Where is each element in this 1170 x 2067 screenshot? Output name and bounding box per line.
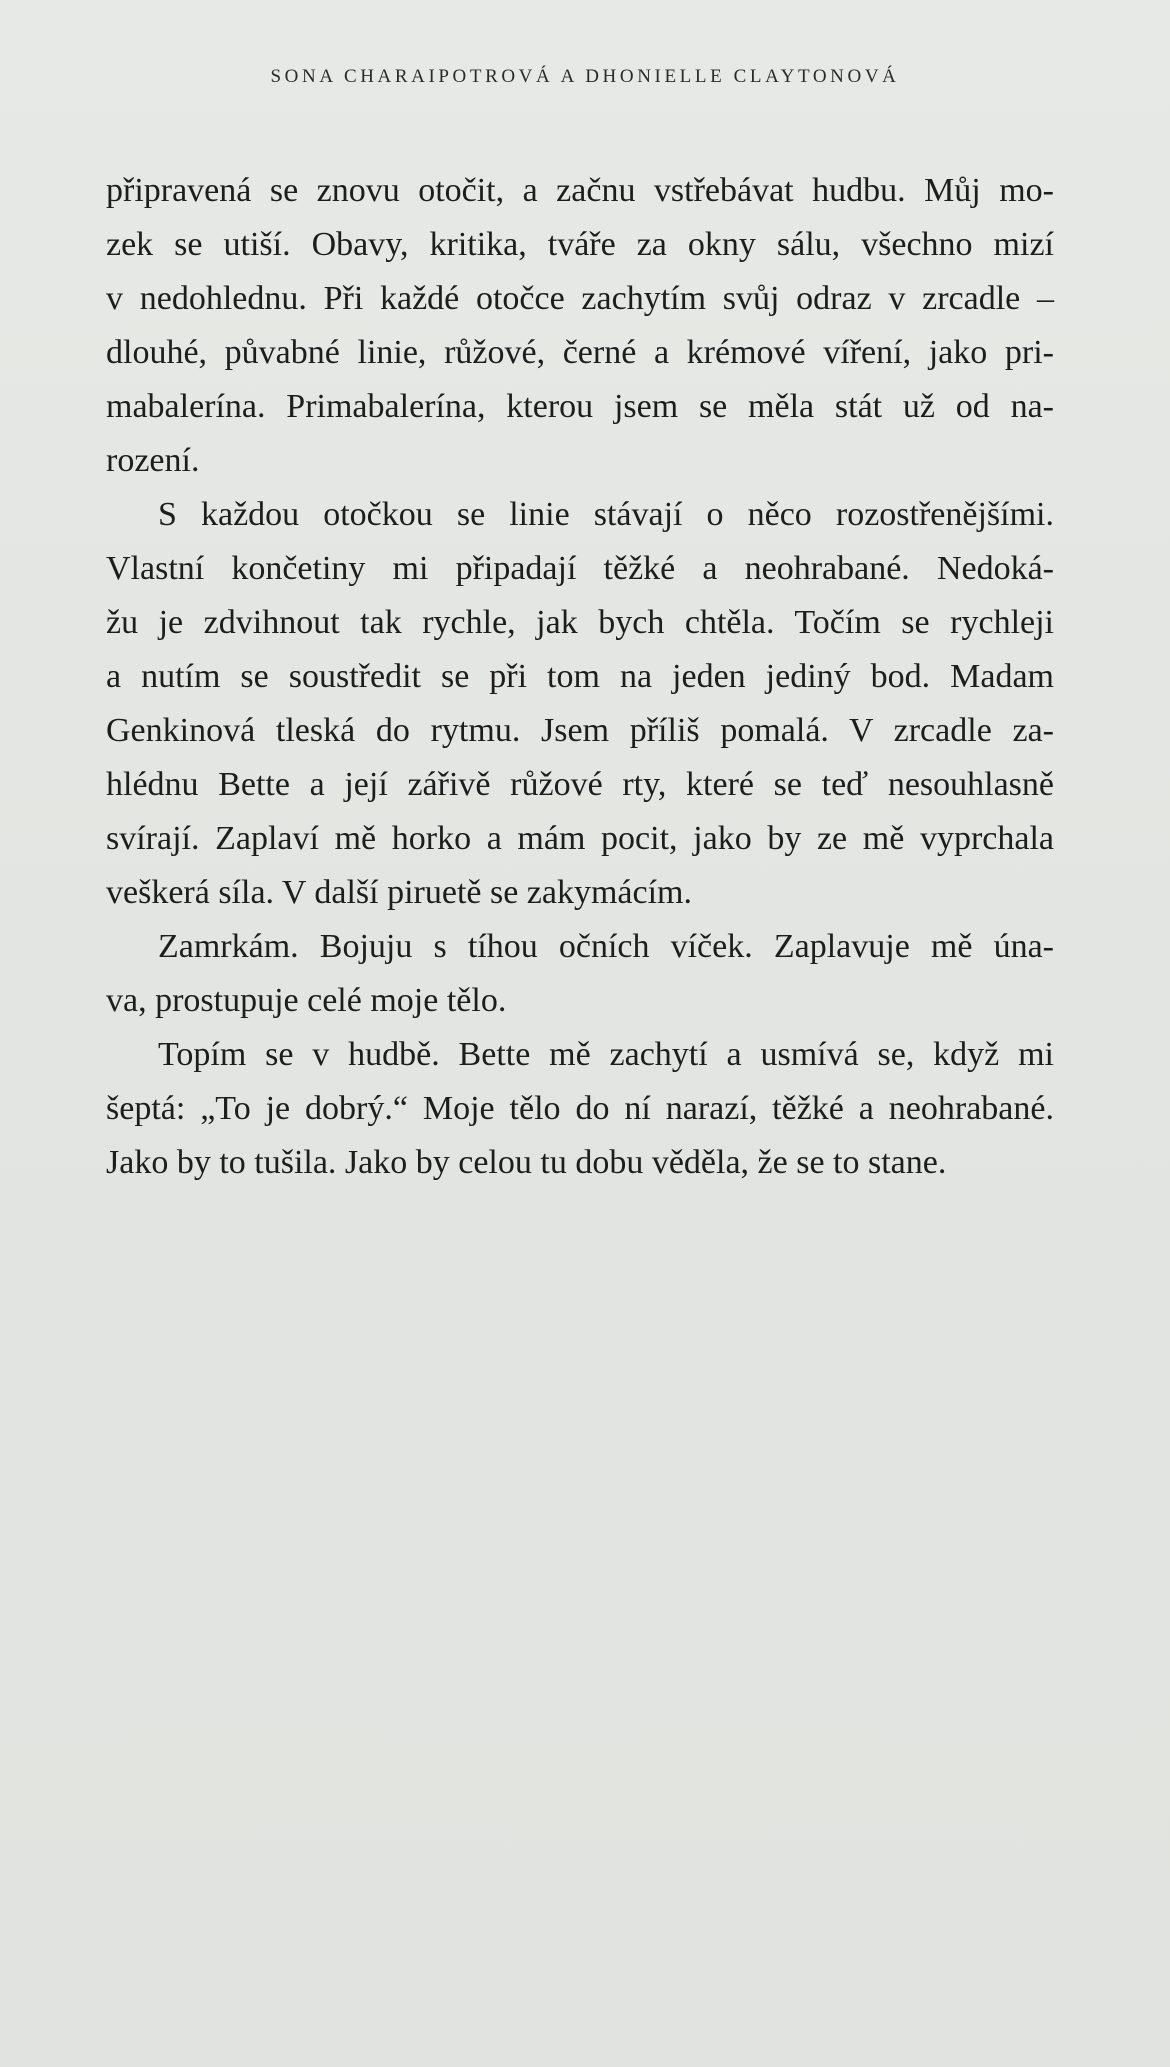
text-line: va, prostupuje celé moje tělo.	[106, 982, 507, 1019]
paragraph-4	[106, 1028, 1054, 1190]
text-line: mabalerína. Primabalerína, kterou jsem se měla stát už od na-	[106, 388, 1054, 425]
text-line: žu je zdvihnout tak rychle, jak bych chtěla. Točím se rychleji	[106, 604, 1054, 641]
text-line: Vlastní končetiny mi připadají těžké a neohrabané. Nedoká-	[106, 550, 1054, 587]
text-line: a nutím se soustředit se při tom na jeden jediný bod. Madam	[106, 658, 1054, 695]
text-line: rození.	[106, 442, 200, 479]
text-line: S každou otočkou se linie stávají o něco rozostřenějšími.	[158, 496, 1054, 533]
text-line: svírají. Zaplaví mě horko a mám pocit, jako by ze mě vyprchala	[106, 820, 1054, 857]
text-line: připravená se znovu otočit, a začnu vstřebávat hudbu. Můj mo-	[106, 172, 1054, 209]
text-line: Topím se v hudbě. Bette mě zachytí a usmívá se, když mi	[158, 1036, 1054, 1073]
text-line: šeptá: „To je dobrý.“ Moje tělo do ní narazí, těžké a neohrabané.	[106, 1090, 1054, 1127]
paragraph-2	[106, 488, 1054, 920]
running-head: SONA CHARAIPOTROVÁ A DHONIELLE CLAYTONOVÁ	[270, 66, 900, 87]
text-line: zek se utiší. Obavy, kritika, tváře za okny sálu, všechno mizí	[106, 226, 1054, 263]
paragraph-3	[106, 920, 1054, 1028]
body-text	[106, 164, 1054, 1190]
text-line: veškerá síla. V další piruetě se zakymácím.	[106, 874, 693, 911]
text-line: v nedohlednu. Při každé otočce zachytím svůj odraz v zrcadle –	[106, 280, 1054, 317]
paragraph-1	[106, 164, 1054, 488]
text-line: dlouhé, půvabné linie, růžové, černé a krémové víření, jako pri-	[106, 334, 1054, 371]
text-line: Genkinová tleská do rytmu. Jsem příliš pomalá. V zrcadle za-	[106, 712, 1054, 749]
text-line: Zamrkám. Bojuju s tíhou očních víček. Zaplavuje mě úna-	[158, 928, 1054, 965]
text-line: Jako by to tušila. Jako by celou tu dobu věděla, že se to stane.	[106, 1144, 947, 1181]
text-line: hlédnu Bette a její zářivě růžové rty, které se teď nesouhlasně	[106, 766, 1054, 803]
